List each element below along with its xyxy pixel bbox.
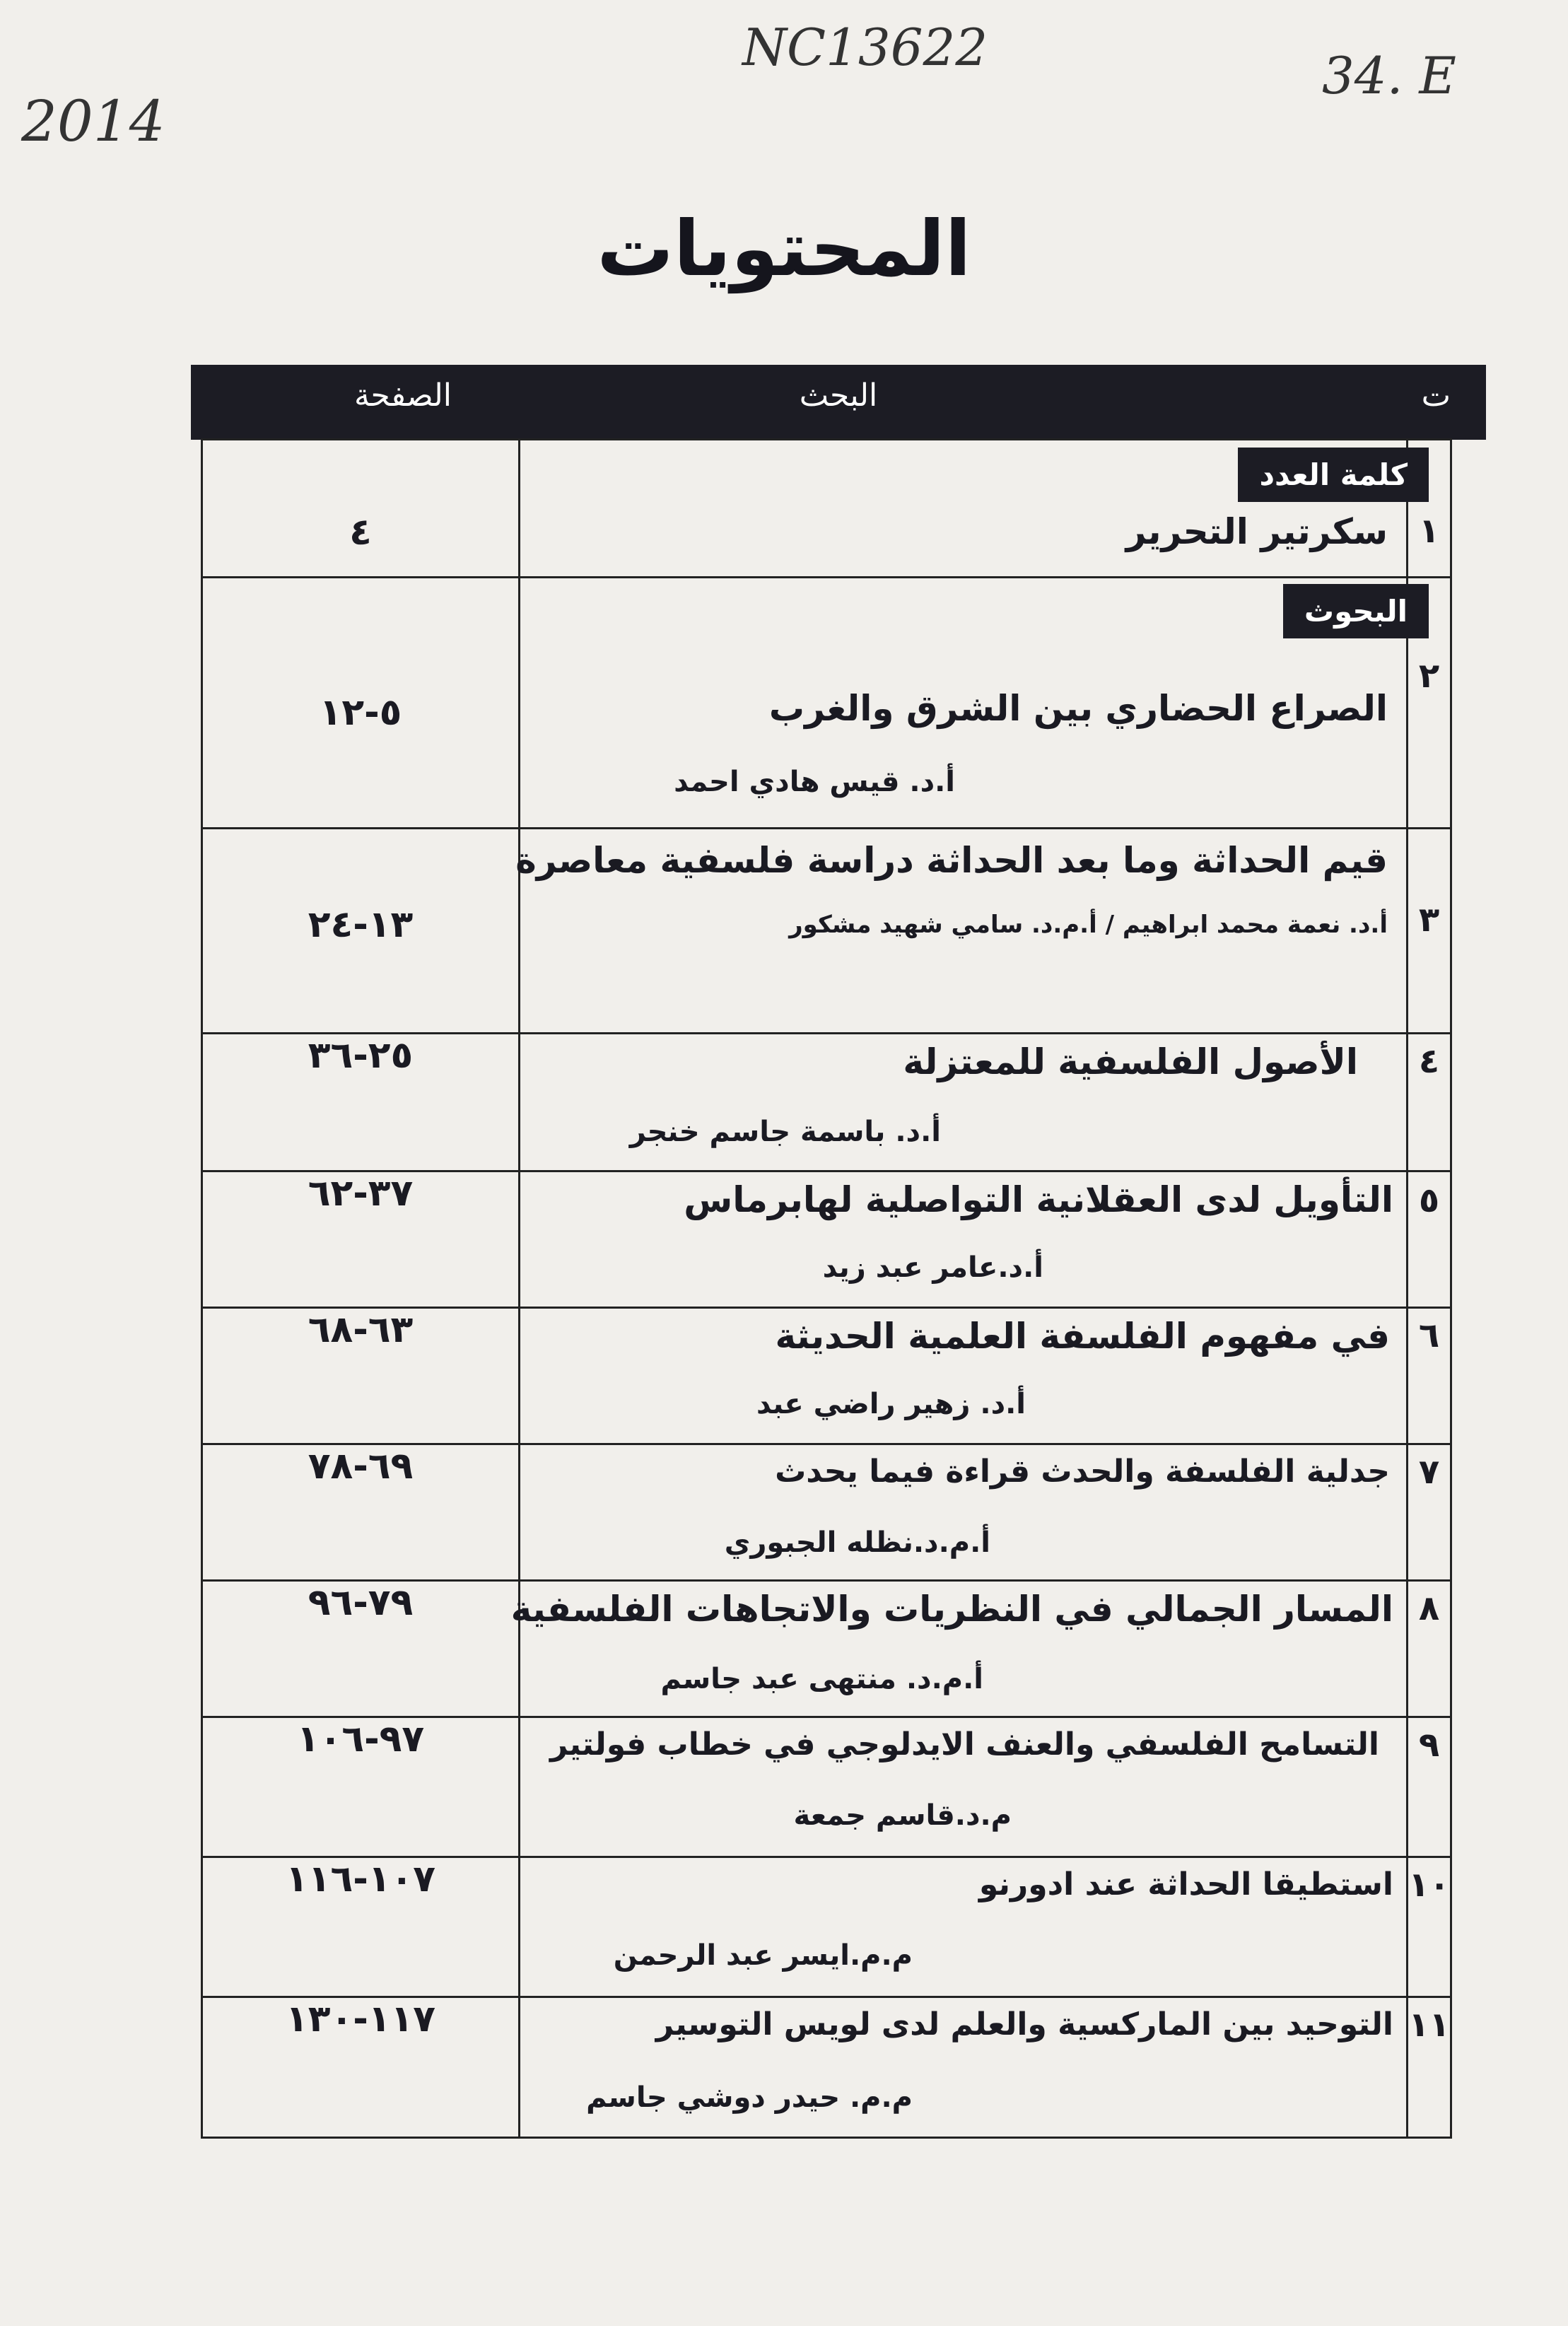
handwritten-shelf-code: 34. E: [1322, 46, 1456, 105]
entry-pages: ٧٩-٩٦: [308, 1582, 414, 1624]
entry-author: أ.د. قيس هادي احمد: [674, 766, 955, 798]
entry-title: المسار الجمالي في النظريات والاتجاهات الفلسفية: [510, 1589, 1393, 1630]
entry-pages: ١١٧-١٣٠: [285, 1998, 436, 2040]
section-label-research: البحوث: [1283, 584, 1429, 638]
entry-author: أ.د.عامر عبد زيد: [822, 1251, 1043, 1284]
entry-author: م.د.قاسم جمعة: [793, 1799, 1012, 1832]
entry-title: سكرتير التحرير: [1125, 511, 1388, 552]
entry-title: الصراع الحضاري بين الشرق والغرب: [768, 688, 1388, 729]
handwritten-accession-number: NC13622: [742, 18, 988, 77]
table-row: [203, 1716, 1450, 1858]
header-research: البحث: [799, 378, 878, 414]
entry-pages: ١٠٧-١١٦: [285, 1858, 436, 1900]
entry-title: جدلية الفلسفة والحدث قراءة فيما يحدث: [775, 1454, 1390, 1490]
entry-number: ١: [1418, 511, 1440, 551]
entry-number: ٩: [1418, 1725, 1440, 1765]
entry-number: ٧: [1418, 1452, 1440, 1492]
entry-author: م.م.ايسر عبد الرحمن: [613, 1939, 913, 1972]
contents-table: [201, 438, 1452, 2139]
entry-author: أ.د. زهير راضي عبد: [756, 1388, 1026, 1420]
entry-author: أ.م.د.نظله الجبوري: [724, 1526, 990, 1559]
table-row: [203, 1579, 1450, 1718]
entry-author: أ.م.د. منتهى عبد جاسم: [660, 1663, 983, 1695]
section-label-issue-word: كلمة العدد: [1238, 448, 1429, 502]
entry-pages: ٦٣-٦٨: [308, 1309, 414, 1351]
entry-title: قيم الحداثة وما بعد الحداثة دراسة فلسفية معاصرة: [515, 840, 1388, 881]
entry-author: أ.د. نعمة محمد ابراهيم / أ.م.د. سامي شهيد مشكور: [789, 911, 1388, 939]
entry-number: ٤: [1418, 1041, 1440, 1081]
entry-title: في مفهوم الفلسفة العلمية الحديثة: [775, 1316, 1390, 1357]
page-title: المحتويات: [597, 205, 971, 293]
entry-number: ١١: [1408, 2005, 1450, 2045]
entry-pages: ٣٧-٦٢: [308, 1172, 414, 1215]
table-row: [203, 1307, 1450, 1445]
table-row: [203, 1856, 1450, 1998]
header-number: ت: [1421, 378, 1451, 414]
handwritten-year: 2014: [21, 88, 165, 154]
entry-number: ٨: [1418, 1589, 1440, 1628]
entry-pages: ٥-١٢: [319, 691, 402, 734]
entry-title: التوحيد بين الماركسية والعلم لدى لويس التوسير: [655, 2006, 1393, 2042]
table-row: [203, 440, 1450, 576]
entry-title: التسامح الفلسفي والعنف الايدلوجي في خطاب فولتير: [549, 1726, 1379, 1763]
entry-number: ١٠: [1408, 1865, 1450, 1905]
entry-pages: ١٣-٢٤: [308, 904, 414, 946]
entry-pages: ٩٧-١٠٦: [296, 1718, 425, 1760]
entry-number: ٢: [1418, 656, 1440, 696]
entry-pages: ٦٩-٧٨: [308, 1445, 414, 1488]
table-header: [191, 365, 1486, 440]
entry-title: التأويل لدى العقلانية التواصلية لهابرماس: [684, 1179, 1393, 1220]
table-row: [203, 827, 1450, 1034]
entry-number: ٦: [1418, 1316, 1440, 1355]
table-row: [203, 576, 1450, 829]
table-row: [203, 1170, 1450, 1309]
entry-author: أ.د. باسمة جاسم خنجر: [629, 1116, 941, 1148]
table-row: [203, 1996, 1450, 2143]
entry-pages: ٤: [349, 511, 372, 554]
header-page: الصفحة: [353, 378, 452, 414]
entry-title: الأصول الفلسفية للمعتزلة: [903, 1041, 1358, 1082]
entry-author: م.م. حيدر دوشي جاسم: [586, 2081, 913, 2114]
entry-pages: ٢٥-٣٦: [308, 1034, 414, 1077]
entry-number: ٥: [1418, 1181, 1440, 1220]
entry-number: ٣: [1418, 900, 1440, 940]
entry-title: استطيقا الحداثة عند ادورنو: [978, 1866, 1393, 1903]
table-row: [203, 1443, 1450, 1582]
table-row: [203, 1032, 1450, 1172]
